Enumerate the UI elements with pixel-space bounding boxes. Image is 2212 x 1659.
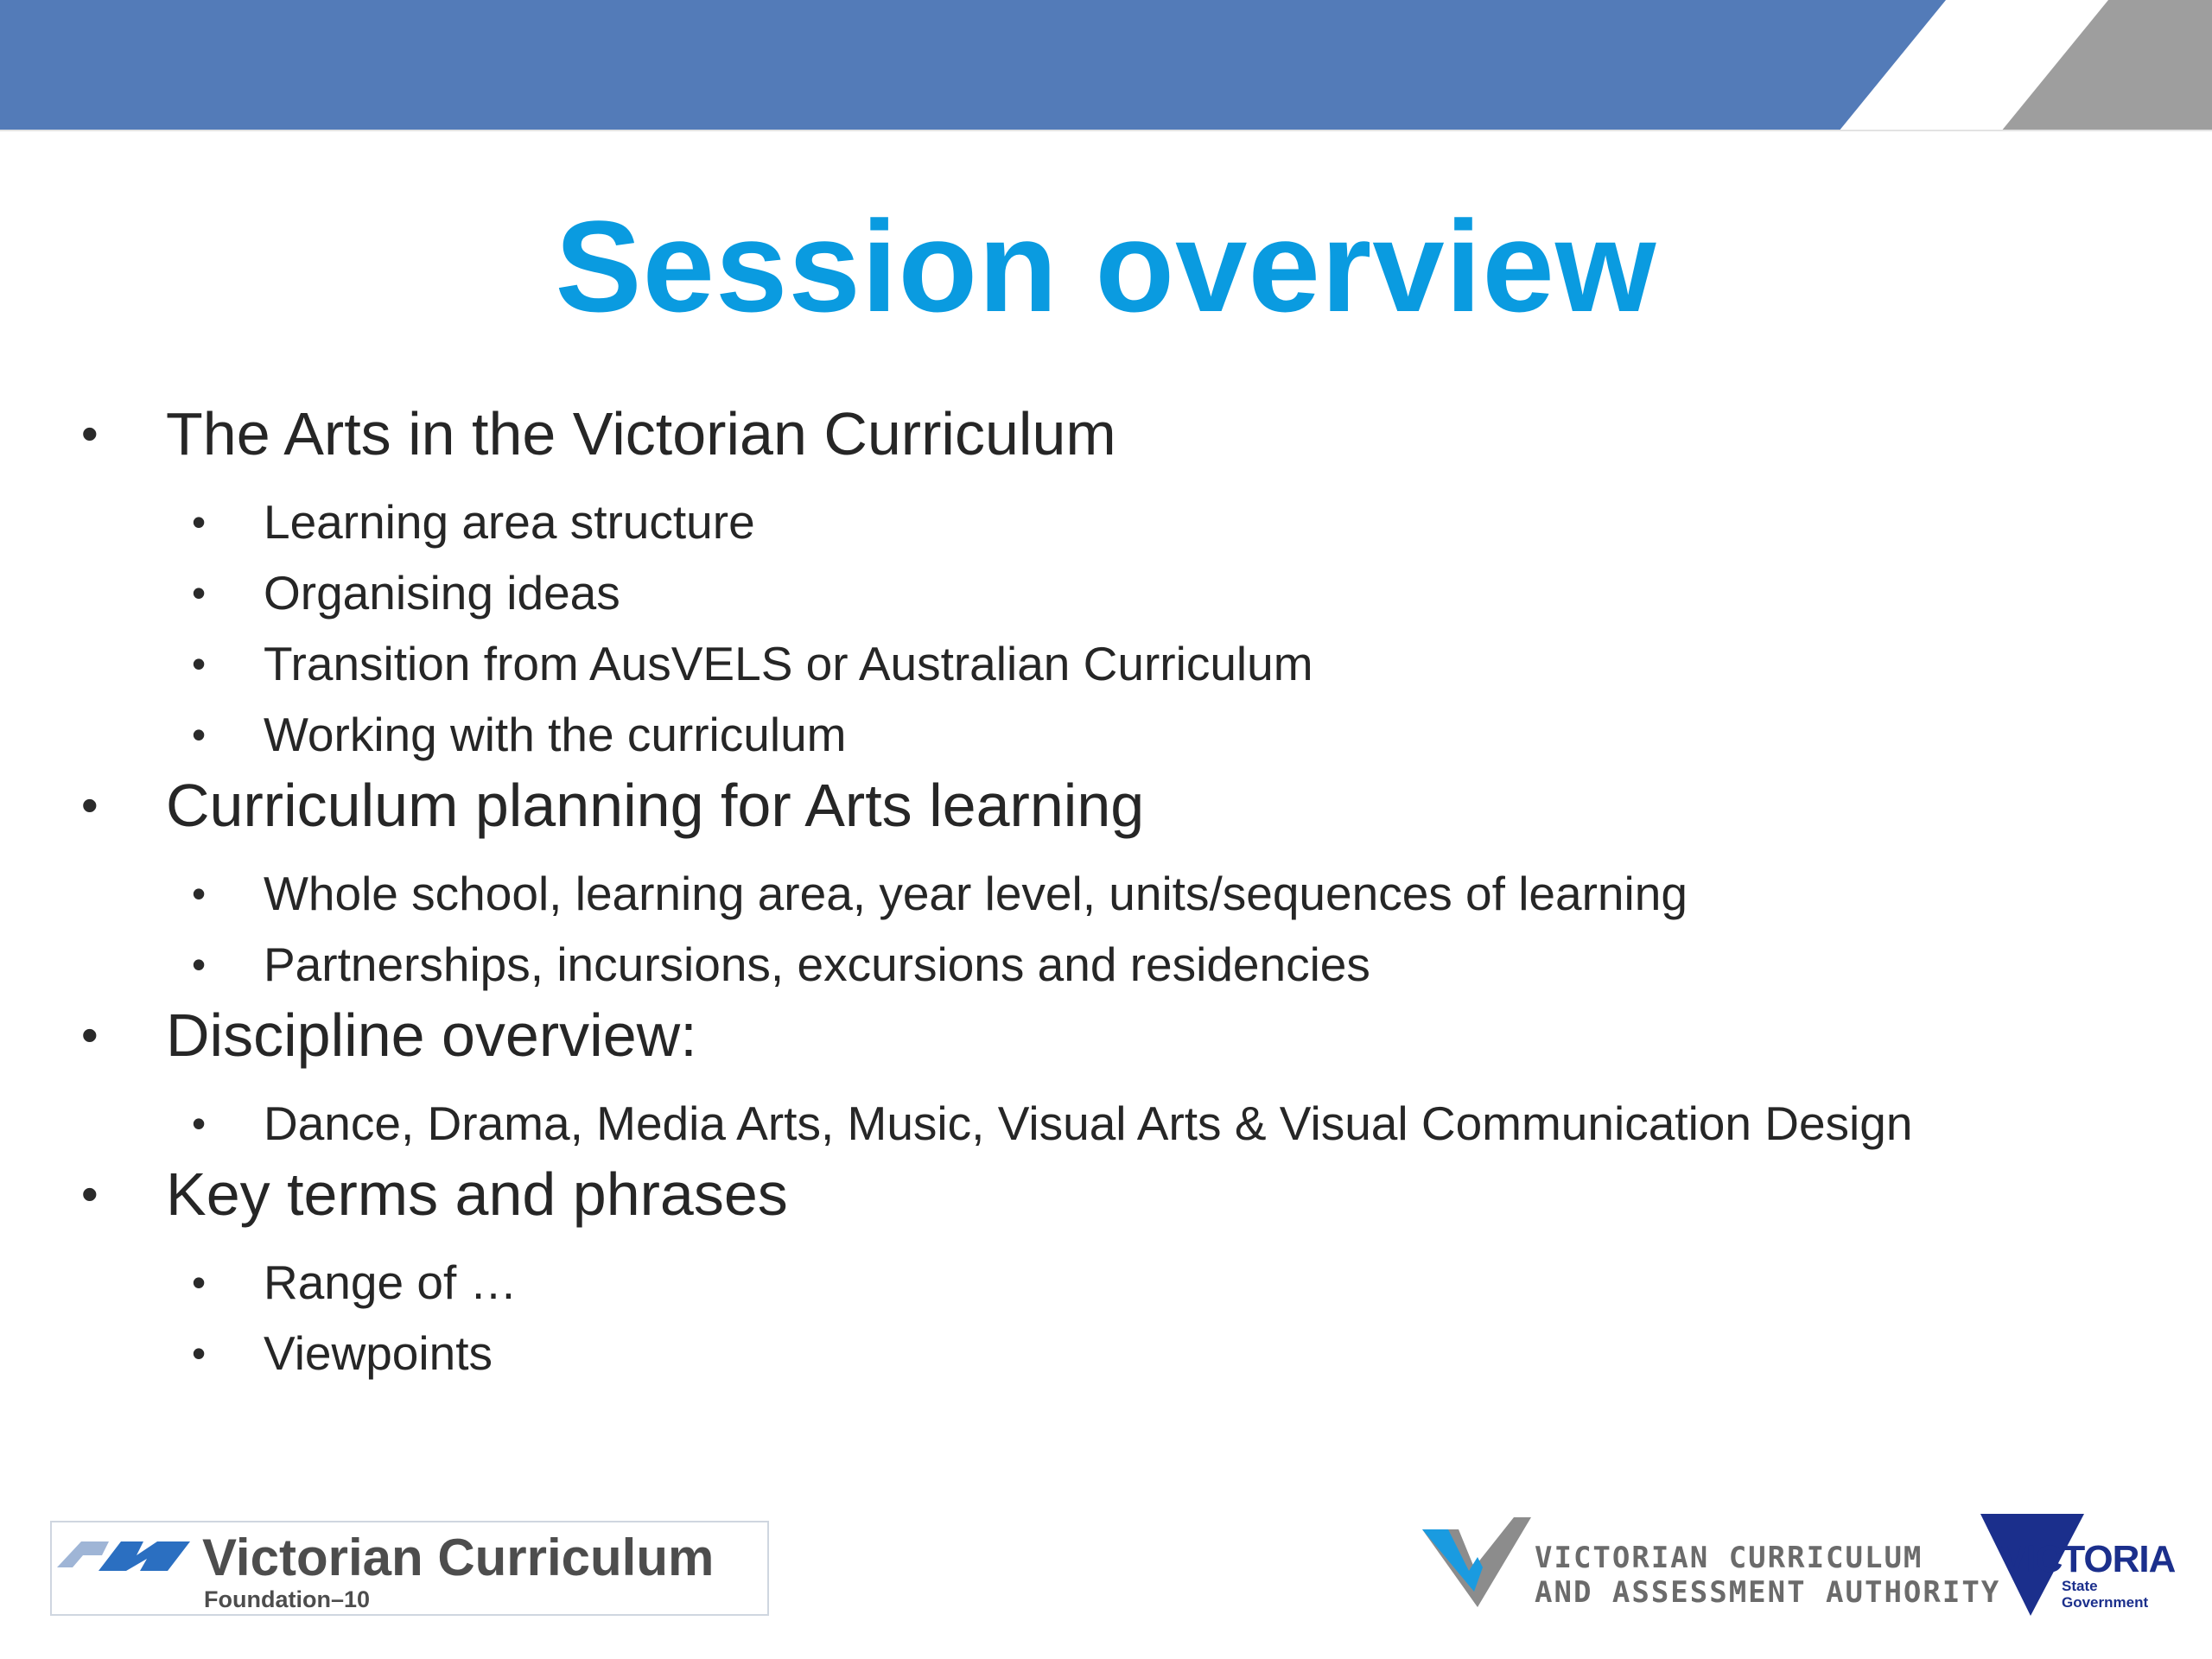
list-item-text: Viewpoints	[264, 1326, 493, 1380]
bullet-icon: •	[81, 778, 99, 832]
vcaa-name-line2: AND ASSESSMENT AUTHORITY	[1535, 1575, 2001, 1610]
bullet-icon: •	[81, 406, 99, 461]
header-banner	[0, 0, 2212, 131]
bullet-icon: •	[192, 1260, 207, 1305]
list-item-text: Partnerships, incursions, excursions and residencies	[264, 938, 1370, 991]
header-blue-band	[0, 0, 1946, 131]
bullet-icon: •	[192, 1331, 207, 1376]
bullet-icon: •	[192, 942, 207, 987]
list-item-text: Discipline overview:	[166, 1001, 697, 1069]
vc-mark-icon	[57, 1529, 195, 1590]
list-item-text: Learning area structure	[264, 495, 755, 549]
bullet-icon: •	[192, 641, 207, 686]
header-underline	[0, 130, 2212, 131]
slide-title: Session overview	[555, 194, 1657, 339]
list-item-text: Transition from AusVELS or Australian Curriculum	[264, 637, 1313, 690]
bullet-icon: •	[192, 712, 207, 757]
header-grey-stripe	[2001, 0, 2212, 131]
victoria-state-label: State	[2062, 1578, 2098, 1594]
bullet-icon: •	[192, 871, 207, 916]
list-item-text: Curriculum planning for Arts learning	[166, 772, 1145, 839]
bullet-icon: •	[192, 499, 207, 544]
list-item-text: The Arts in the Victorian Curriculum	[166, 400, 1116, 467]
list-item-text: Working with the curriculum	[264, 708, 847, 761]
bullet-icon: •	[81, 1166, 99, 1221]
vcaa-name-line1: VICTORIAN CURRICULUM	[1535, 1541, 1923, 1575]
victoria-government-label: Government	[2062, 1594, 2149, 1611]
bullet-icon: •	[81, 1007, 99, 1062]
vc-logo-subtitle: Foundation–10	[204, 1586, 371, 1612]
list-item-text: Range of …	[264, 1255, 518, 1309]
list-item-text: Whole school, learning area, year level, units/sequences of learning	[264, 867, 1688, 920]
list-item-text: Organising ideas	[264, 566, 620, 620]
list-item-text: Key terms and phrases	[166, 1160, 788, 1228]
victorian-curriculum-logo	[50, 1521, 769, 1616]
victoria-wordmark: VICTORIA	[2001, 1538, 2176, 1580]
list-item-text: Dance, Drama, Media Arts, Music, Visual Arts & Visual Communication Design	[264, 1096, 1913, 1150]
vcaa-tick-icon	[1422, 1517, 1531, 1607]
bullet-icon: •	[192, 1101, 207, 1146]
vc-logo-name: Victorian Curriculum	[202, 1529, 715, 1586]
bullet-icon: •	[192, 570, 207, 615]
